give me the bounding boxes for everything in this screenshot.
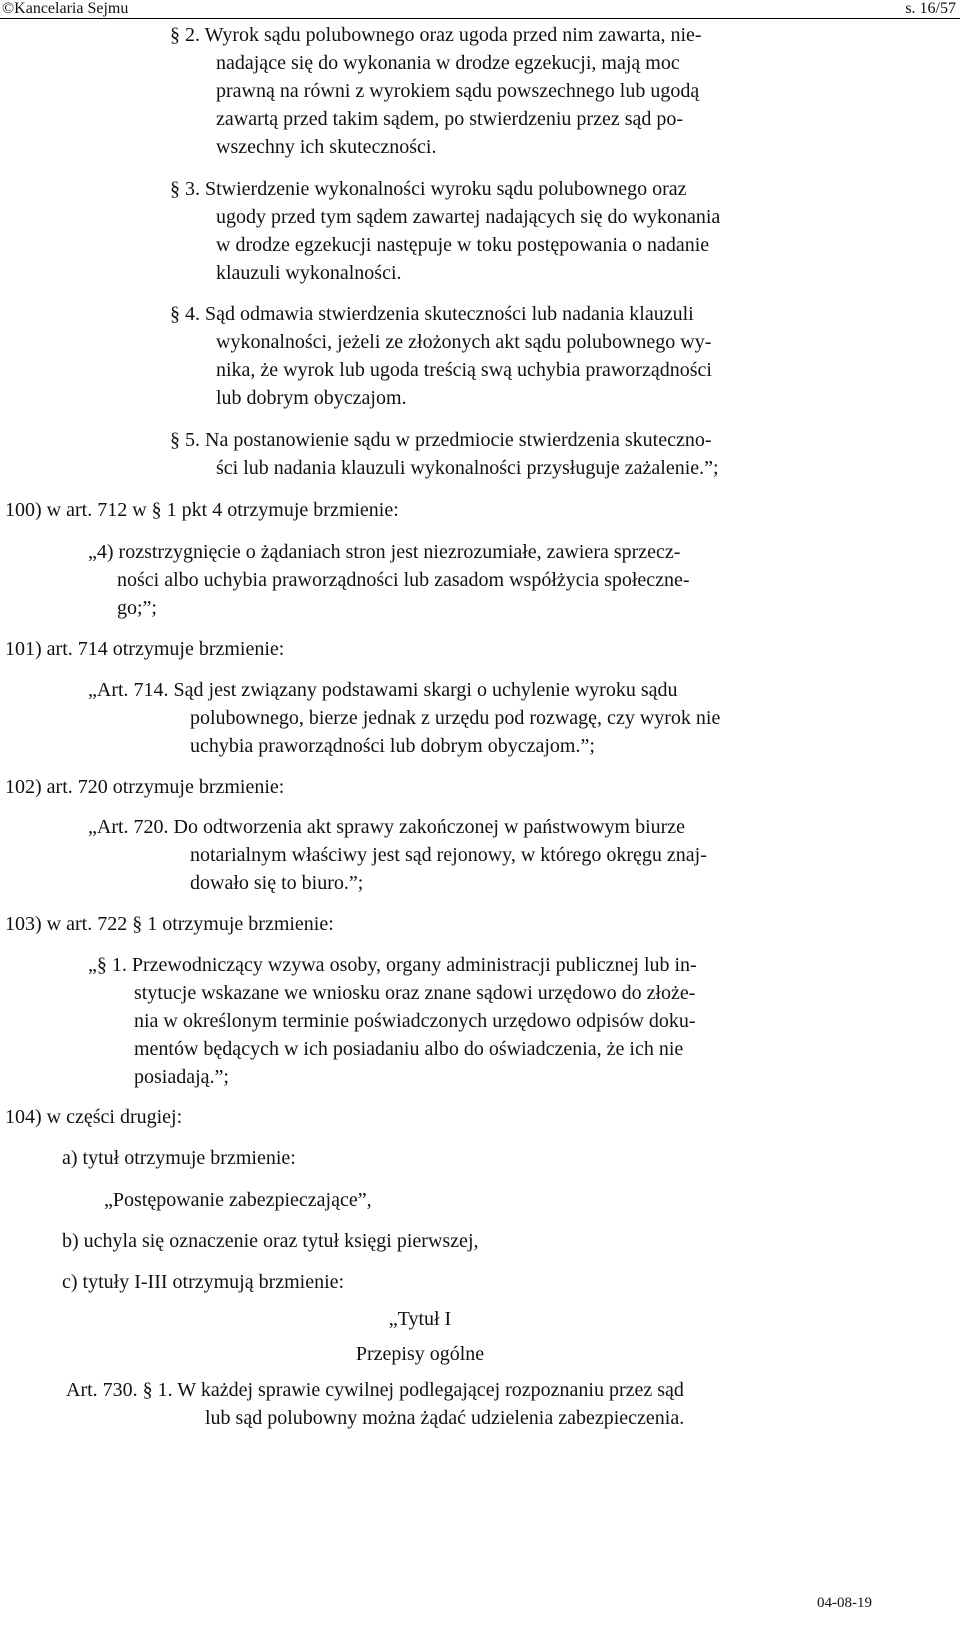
text-line: Art. 730. § 1. W każdej sprawie cywilnej podlegającej rozpoznaniu przez sąd bbox=[66, 1379, 684, 1401]
text-line: „Postępowanie zabezpieczające”, bbox=[104, 1189, 372, 1211]
text-line: zawartą przed takim sądem, po stwierdzeniu przez sąd po- bbox=[216, 108, 684, 130]
item-104c bbox=[62, 1268, 822, 1296]
text-line: go;”; bbox=[117, 597, 157, 619]
text-line: nadające się do wykonania w drodze egzekucji, mają moc bbox=[216, 52, 680, 74]
publisher-label: ©Kancelaria Sejmu bbox=[2, 0, 129, 17]
text-line: dowało się to biuro.”; bbox=[190, 872, 364, 894]
text-line: posiadają.”; bbox=[134, 1066, 229, 1088]
text-line: mentów będących w ich posiadaniu albo do oświadczenia, że ich nie bbox=[134, 1038, 684, 1060]
paragraph-5 bbox=[170, 426, 842, 482]
text-line: „Art. 720. Do odtworzenia akt sprawy zakończonej w państwowym biurze bbox=[88, 816, 686, 838]
text-line: wykonalności, jeżeli ze złożonych akt sądu polubownego wy- bbox=[216, 331, 712, 353]
page-number: s. 16/57 bbox=[905, 0, 956, 17]
text-line: notarialnym właściwy jest sąd rejonowy, w którego okręgu znaj- bbox=[190, 844, 707, 866]
item-104a-title bbox=[104, 1186, 824, 1214]
item-101-intro bbox=[5, 635, 805, 663]
text-line: „§ 1. Przewodniczący wzywa osoby, organy administracji publicznej lub in- bbox=[88, 954, 697, 976]
text-line: lub sąd polubowny można żądać udzielenia zabezpieczenia. bbox=[205, 1407, 685, 1429]
text-line: 104) w części drugiej: bbox=[5, 1106, 183, 1128]
text-line: 103) w art. 722 § 1 otrzymuje brzmienie: bbox=[5, 913, 334, 935]
page-header bbox=[0, 0, 960, 22]
paragraph-3 bbox=[170, 175, 842, 287]
text-line: „Art. 714. Sąd jest związany podstawami skargi o uchylenie wyroku sądu bbox=[88, 679, 678, 701]
text-line: uchybia praworządności lub dobrym obyczajom.”; bbox=[190, 735, 595, 757]
text-line: a) tytuł otrzymuje brzmienie: bbox=[62, 1147, 296, 1169]
text-line: ści lub nadania klauzuli wykonalności przysługuje zażalenie.”; bbox=[216, 457, 719, 479]
text-line: ności albo uchybia praworządności lub zasadom współżycia społeczne- bbox=[117, 569, 690, 591]
header-rule bbox=[0, 18, 960, 19]
title-heading: „Tytuł I bbox=[388, 1308, 452, 1330]
text-line: 100) w art. 712 w § 1 pkt 4 otrzymuje brzmienie: bbox=[5, 499, 399, 521]
text-line: stytucje wskazane we wniosku oraz znane sądowi urzędowo do złoże- bbox=[134, 982, 696, 1004]
item-104-intro bbox=[5, 1103, 805, 1131]
item-102-intro bbox=[5, 773, 805, 801]
text-line: nia w określonym terminie poświadczonych urzędowo odpisów doku- bbox=[134, 1010, 696, 1032]
item-104a bbox=[62, 1144, 822, 1172]
text-line: polubownego, bierze jednak z urzędu pod rozwagę, czy wyrok nie bbox=[190, 707, 721, 729]
text-line: nika, że wyrok lub ugoda treścią swą uchybia praworządności bbox=[216, 359, 712, 381]
text-line: § 4. Sąd odmawia stwierdzenia skuteczności lub nadania klauzuli bbox=[170, 303, 694, 325]
title-subheading: Przepisy ogólne bbox=[355, 1343, 485, 1365]
text-line: lub dobrym obyczajom. bbox=[216, 387, 407, 409]
paragraph-4 bbox=[170, 300, 842, 412]
item-103-intro bbox=[5, 910, 805, 938]
paragraph-2 bbox=[170, 21, 842, 161]
text-line: § 3. Stwierdzenie wykonalności wyroku sądu polubownego oraz bbox=[170, 178, 687, 200]
text-line: c) tytuły I-III otrzymują brzmienie: bbox=[62, 1271, 345, 1293]
item-104b bbox=[62, 1227, 822, 1255]
text-line: wszechny ich skuteczności. bbox=[216, 136, 437, 158]
text-line: „4) rozstrzygnięcie o żądaniach stron jest niezrozumiałe, zawiera sprzecz- bbox=[88, 541, 681, 563]
item-100-content bbox=[88, 538, 840, 622]
text-line: § 5. Na postanowienie sądu w przedmiocie stwierdzenia skuteczno- bbox=[170, 429, 712, 451]
text-line: prawną na równi z wyrokiem sądu powszechnego lub ugodą bbox=[216, 80, 700, 102]
text-line: § 2. Wyrok sądu polubownego oraz ugoda przed nim zawarta, nie- bbox=[170, 24, 702, 46]
text-line: 102) art. 720 otrzymuje brzmienie: bbox=[5, 776, 285, 798]
item-101-content bbox=[88, 676, 840, 760]
item-102-content bbox=[88, 813, 840, 897]
text-line: klauzuli wykonalności. bbox=[216, 262, 402, 284]
text-line: b) uchyla się oznaczenie oraz tytuł księgi pierwszej, bbox=[62, 1230, 479, 1252]
footer-date: 04-08-19 bbox=[817, 1595, 872, 1611]
text-line: w drodze egzekucji następuje w toku postępowania o nadanie bbox=[216, 234, 710, 256]
article-730 bbox=[66, 1376, 840, 1432]
text-line: ugody przed tym sądem zawartej nadających się do wykonania bbox=[216, 206, 721, 228]
item-100-intro bbox=[5, 496, 805, 524]
text-line: 101) art. 714 otrzymuje brzmienie: bbox=[5, 638, 285, 660]
item-103-content bbox=[88, 951, 840, 1091]
